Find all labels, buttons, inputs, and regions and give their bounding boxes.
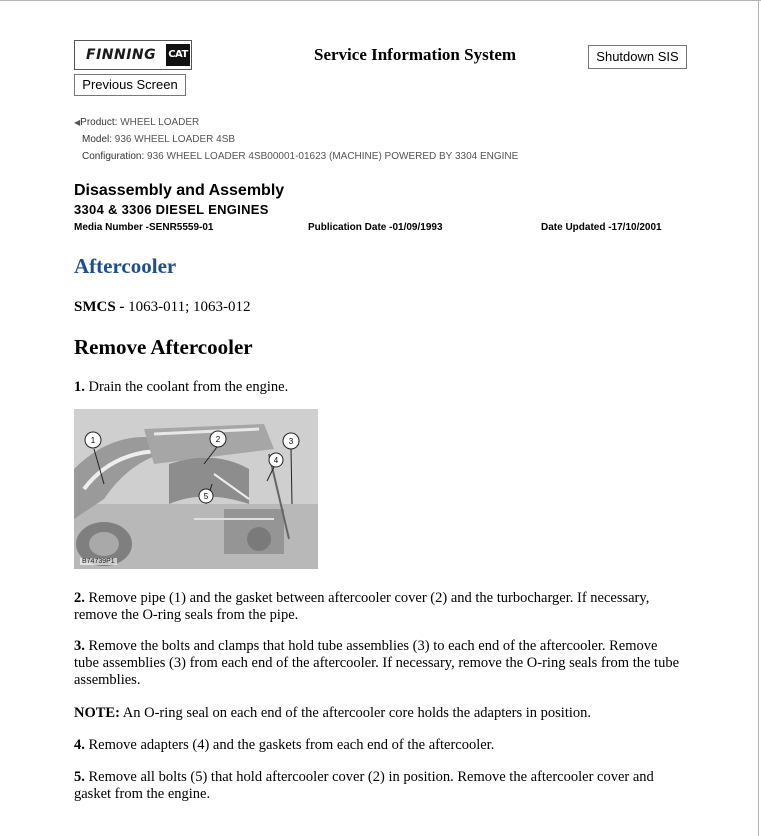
date-updated: Date Updated -17/10/2001 [541, 222, 662, 233]
callout-2: 2 [215, 435, 221, 444]
publication-date: Publication Date -01/09/1993 [308, 222, 443, 233]
engine-photo-illustration [74, 409, 318, 569]
step-text: Remove pipe (1) and the gasket between aftercooler cover (2) and the turbocharger. If necessary, remove the O-ring seals from the pipe. [74, 590, 650, 623]
smcs-value: 1063-011; 1063-012 [124, 299, 251, 315]
smcs-codes [74, 299, 251, 316]
configuration-label: Configuration: [82, 151, 145, 162]
callout-5: 5 [203, 492, 209, 501]
step-number: 4. [74, 737, 85, 753]
logo-wordmark: FINNING [86, 47, 157, 63]
right-border [758, 0, 759, 836]
model-line [82, 134, 235, 145]
note [74, 705, 686, 722]
step-3 [74, 638, 686, 689]
step-number: 3. [74, 638, 85, 654]
step-number: 1. [74, 379, 85, 395]
cat-logo-badge: CAT [166, 44, 190, 66]
engine-photo-figure [74, 409, 318, 569]
step-text: Remove all bolts (5) that hold aftercooler cover (2) in position. Remove the aftercooler cover and gasket from the engine. [74, 769, 654, 802]
step-1 [74, 379, 686, 396]
media-number: Media Number -SENR5559-01 [74, 222, 214, 233]
procedure-heading: Remove Aftercooler [74, 335, 253, 359]
step-5 [74, 769, 686, 803]
figure-caption: B74739P1 [82, 558, 115, 565]
step-text: Remove the bolts and clamps that hold tube assemblies (3) to each end of the aftercooler. Remove tube assemblies (3) from each end of the aftercooler. If necessary, remove the O-ring seals from the tube assemblies. [74, 638, 679, 688]
callout-3: 3 [288, 437, 294, 446]
previous-screen-button[interactable]: Previous Screen [74, 74, 186, 96]
smcs-label: SMCS - [74, 299, 125, 315]
top-border [0, 0, 761, 1]
step-number: 2. [74, 590, 85, 606]
step-number: 5. [74, 769, 85, 785]
step-text: Drain the coolant from the engine. [84, 379, 289, 395]
callout-1: 1 [90, 436, 96, 445]
product-label: Product: [80, 117, 118, 128]
page-title: Service Information System [314, 45, 517, 64]
document-subtitle: 3304 & 3306 DIESEL ENGINES [74, 202, 269, 217]
section-title: Aftercooler [74, 254, 177, 278]
shutdown-sis-button[interactable]: Shutdown SIS [588, 45, 687, 69]
configuration-value: 936 WHEEL LOADER 4SB00001-01623 (MACHINE) POWERED BY 3304 ENGINE [147, 151, 519, 162]
product-value: WHEEL LOADER [120, 117, 200, 128]
step-text: Remove adapters (4) and the gaskets from each end of the aftercooler. [84, 737, 495, 753]
finning-cat-logo [74, 40, 192, 70]
step-4 [74, 737, 686, 754]
model-value: 936 WHEEL LOADER 4SB [114, 134, 236, 145]
callout-4: 4 [273, 456, 279, 465]
step-2 [74, 590, 686, 624]
note-text: An O-ring seal on each end of the aftercooler core holds the adapters in position. [119, 705, 592, 721]
collapse-arrow-icon[interactable]: ◀ [74, 118, 81, 127]
product-line [74, 117, 199, 128]
configuration-line [82, 151, 518, 162]
document-title: Disassembly and Assembly [74, 182, 285, 199]
model-label: Model: [82, 134, 113, 145]
note-label: NOTE: [74, 705, 120, 721]
